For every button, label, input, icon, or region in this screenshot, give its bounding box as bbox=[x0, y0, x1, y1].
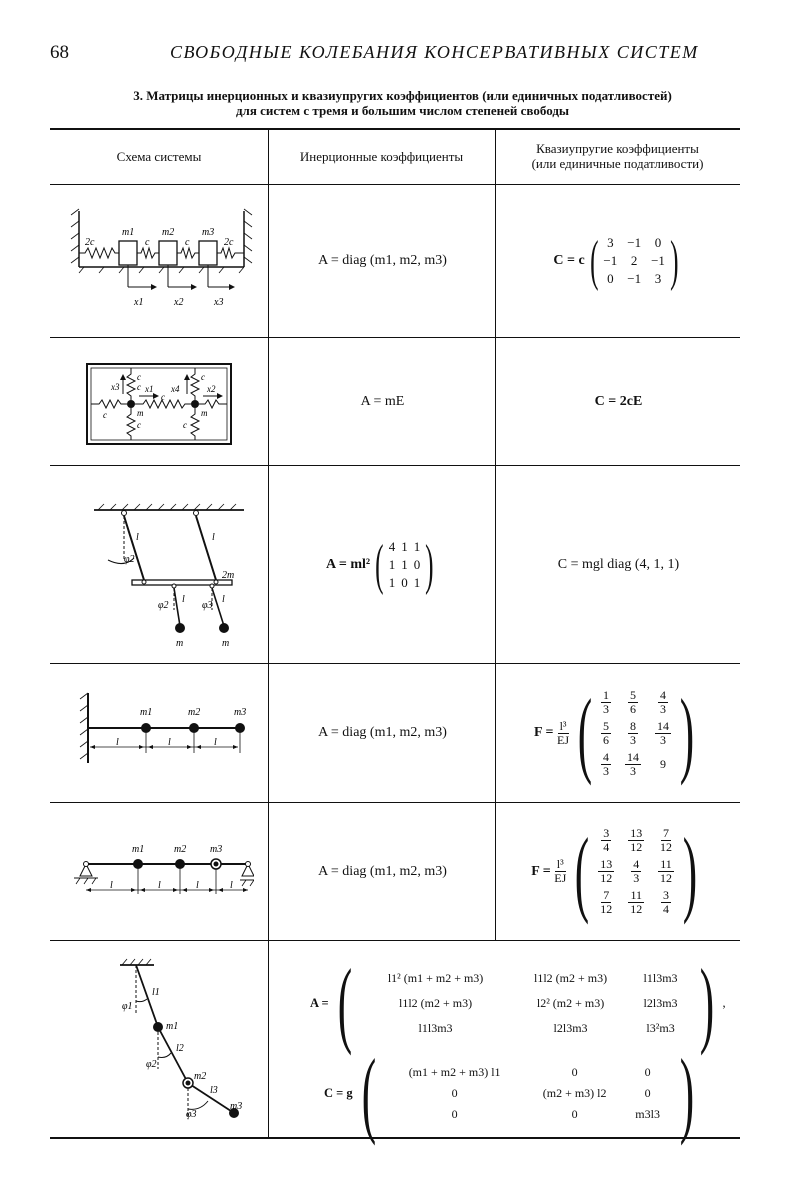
scheme-label: 2c bbox=[85, 237, 95, 248]
cell-num: 14 bbox=[657, 718, 669, 733]
scheme-label: m2 bbox=[162, 227, 175, 238]
matrix-cell: 0 bbox=[401, 574, 408, 590]
matrix-cell: 1 bbox=[388, 556, 396, 572]
table-title-line2: для систем с тремя и большим числом степеней свободы bbox=[235, 103, 570, 118]
right-paren: ) bbox=[699, 949, 714, 1056]
cell-den: 4 bbox=[663, 902, 669, 916]
matrix-cell: 1 bbox=[413, 574, 421, 590]
matrix-grid bbox=[601, 689, 671, 778]
cell-num: 11 bbox=[630, 888, 642, 902]
right-paren: ) bbox=[670, 230, 679, 292]
scheme-label: m1 bbox=[140, 707, 153, 718]
scheme-label: c bbox=[137, 419, 141, 430]
elastic-formula bbox=[497, 804, 740, 939]
matrix-cell bbox=[625, 689, 641, 716]
matrix-cell bbox=[658, 827, 674, 854]
cell-den: 3 bbox=[633, 871, 640, 885]
cell-num: 1 bbox=[603, 687, 609, 702]
cell-num: 13 bbox=[630, 826, 643, 840]
left-paren: ( bbox=[577, 679, 593, 786]
matrix-cell: l1l2 (m2 + m3) bbox=[399, 995, 473, 1010]
matrix-cell: 0 bbox=[451, 1106, 458, 1121]
running-title: СВОБОДНЫЕ КОЛЕБАНИЯ КОНСЕРВАТИВНЫХ СИСТЕМ bbox=[170, 42, 699, 62]
matrix-cell: 1 bbox=[401, 556, 408, 572]
matrix-cell: 0 bbox=[644, 1064, 651, 1079]
cell-num: 13 bbox=[600, 857, 613, 871]
left-paren: ( bbox=[575, 817, 590, 925]
matrix bbox=[585, 230, 684, 292]
scheme-label: x3 bbox=[214, 297, 224, 308]
col-header-elastic-line1: Квазиупругие коэффициенты bbox=[536, 141, 699, 156]
matrix-cell: 0 bbox=[571, 1064, 578, 1079]
scheme-label: m bbox=[176, 637, 184, 649]
page-number: 68 bbox=[50, 42, 69, 63]
cell-den: 6 bbox=[630, 701, 636, 716]
cell-num: 5 bbox=[603, 718, 609, 733]
scheme-label: φ2 bbox=[146, 1059, 157, 1070]
matrix-grid bbox=[385, 1065, 671, 1122]
matrix-cell bbox=[625, 720, 641, 747]
scheme-label: m bbox=[222, 637, 230, 649]
matrix-cell bbox=[655, 720, 671, 747]
scheme-two-masses-grid bbox=[50, 339, 268, 464]
elastic-formula bbox=[497, 186, 740, 336]
cell-den: 3 bbox=[630, 732, 636, 747]
scheme-label: c bbox=[201, 371, 205, 382]
inertial-formula bbox=[270, 467, 495, 662]
factor-denominator: EJ bbox=[557, 732, 570, 747]
scheme-label: l bbox=[158, 879, 161, 891]
scheme-label: l bbox=[214, 737, 217, 748]
row-divider bbox=[50, 802, 740, 803]
scheme-label: m1 bbox=[132, 843, 145, 855]
matrix bbox=[353, 1039, 703, 1146]
right-paren: ) bbox=[682, 817, 697, 925]
matrix-cell: (m2 + m3) l2 bbox=[542, 1085, 607, 1100]
matrix-cell: 0 bbox=[451, 1085, 458, 1100]
cell-num: 8 bbox=[630, 718, 636, 733]
cell-num: 4 bbox=[633, 857, 640, 871]
scheme-label: l bbox=[196, 879, 199, 891]
scheme-label: φ3 bbox=[202, 599, 213, 611]
matrix-cell bbox=[598, 827, 614, 854]
scheme-label: x4 bbox=[171, 383, 180, 394]
cell-num: 3 bbox=[603, 826, 610, 840]
factor-denominator: EJ bbox=[554, 871, 567, 885]
scheme-label: m2 bbox=[188, 707, 201, 718]
matrix bbox=[566, 817, 706, 925]
scheme-label: 2c bbox=[224, 237, 234, 248]
C-matrix-block bbox=[324, 1039, 703, 1146]
scheme-label: m bbox=[201, 407, 208, 418]
scheme-label: l bbox=[168, 737, 171, 748]
cell-den: 3 bbox=[603, 701, 609, 716]
matrix-cell: 0 bbox=[607, 271, 614, 286]
matrix-cell: 4 bbox=[388, 538, 396, 554]
cell-den: 12 bbox=[600, 902, 613, 916]
table-title bbox=[40, 88, 765, 118]
matrix-cell bbox=[658, 858, 674, 885]
matrix-grid bbox=[598, 827, 674, 916]
cell-den: 4 bbox=[603, 840, 610, 854]
table-title-line1: 3. Матрицы инерционных и квазиупругих коэффициентов (или единичных податливостей) bbox=[133, 88, 672, 103]
scheme-label: x2 bbox=[207, 383, 216, 394]
scheme-label: x3 bbox=[111, 381, 120, 392]
matrix-cell: 1 bbox=[388, 574, 396, 590]
cell-den: 3 bbox=[630, 763, 636, 778]
matrix-cell bbox=[625, 751, 641, 778]
matrix-cell: −1 bbox=[627, 271, 642, 286]
cell-num: 4 bbox=[603, 749, 609, 764]
scheme-label: m2 bbox=[174, 843, 187, 855]
matrix bbox=[329, 949, 723, 1056]
inertial-formula: A = mE bbox=[360, 393, 405, 409]
scheme-label: x2 bbox=[174, 297, 184, 308]
matrix-cell: l2l3m3 bbox=[553, 1020, 588, 1035]
formula-prefix: C = c bbox=[553, 253, 585, 268]
formula-suffix: , bbox=[722, 995, 726, 1010]
scheme-label: c bbox=[183, 419, 187, 430]
matrix-cell: l1l2 (m2 + m3) bbox=[534, 970, 608, 985]
scheme-label: c bbox=[185, 237, 190, 248]
scheme-label: c bbox=[137, 381, 141, 392]
formula-prefix: A = bbox=[310, 995, 329, 1010]
scheme-cantilever-beam bbox=[50, 665, 268, 801]
scheme-triple-pendulum bbox=[50, 942, 268, 1136]
combined-formulas bbox=[268, 945, 748, 1146]
matrix-cell: 0 bbox=[654, 235, 662, 250]
matrix-cell bbox=[601, 720, 611, 747]
scheme-label: l bbox=[182, 593, 185, 605]
factor-numerator: l³ bbox=[556, 857, 564, 871]
scheme-pendulums-bar bbox=[50, 467, 268, 662]
col-header-scheme: Схема системы bbox=[116, 148, 202, 164]
col-header-inertial: Инерционные коэффициенты bbox=[299, 148, 464, 164]
matrix-grid bbox=[389, 539, 421, 591]
scheme-label: l1 bbox=[152, 987, 160, 998]
inertial-formula: A = diag (m1, m2, m3) bbox=[318, 253, 447, 268]
scheme-label: x1 bbox=[145, 383, 154, 394]
cell-num: 11 bbox=[660, 857, 672, 871]
matrix-cell: 0 bbox=[571, 1106, 578, 1121]
scheme-label: m3 bbox=[210, 843, 223, 855]
header-rule bbox=[50, 184, 740, 185]
cell-den: 3 bbox=[603, 763, 609, 778]
scheme-label: l bbox=[230, 879, 233, 891]
matrix-cell: −1 bbox=[603, 253, 618, 268]
inertial-formula: A = diag (m1, m2, m3) bbox=[318, 863, 447, 879]
col-header-elastic-line2: (или единичные податливости) bbox=[531, 156, 704, 171]
cell-den: 3 bbox=[660, 701, 666, 716]
cell-num: 3 bbox=[663, 888, 669, 902]
matrix-cell bbox=[598, 858, 614, 885]
scheme-label: m3 bbox=[230, 1101, 243, 1112]
scheme-label: 2m bbox=[222, 569, 235, 581]
left-paren: ( bbox=[589, 230, 599, 292]
matrix-cell: (m1 + m2 + m3) l1 bbox=[408, 1064, 501, 1079]
scheme-label: l3 bbox=[210, 1085, 218, 1096]
matrix-cell bbox=[658, 889, 674, 916]
matrix-cell: −1 bbox=[651, 253, 665, 268]
cell-num: 7 bbox=[663, 826, 669, 840]
matrix-cell bbox=[628, 827, 644, 854]
formula-prefix: C = g bbox=[324, 1085, 353, 1100]
cell-den: 12 bbox=[660, 871, 672, 885]
right-paren: ) bbox=[679, 1039, 694, 1146]
matrix-cell bbox=[598, 889, 614, 916]
scheme-label: φ2 bbox=[124, 553, 135, 565]
matrix-cell: 0 bbox=[644, 1085, 651, 1100]
cell-num: 5 bbox=[630, 687, 636, 702]
matrix-cell: −1 bbox=[627, 235, 642, 250]
formula-factor bbox=[554, 858, 566, 885]
elastic-formula bbox=[497, 665, 740, 801]
scheme-three-masses-springs bbox=[50, 186, 268, 336]
left-paren: ( bbox=[337, 949, 352, 1056]
scheme-label: l bbox=[222, 593, 225, 605]
matrix-cell: l3²m3 bbox=[646, 1020, 675, 1035]
matrix bbox=[569, 679, 703, 786]
inertial-formula: A = diag (m1, m2, m3) bbox=[318, 725, 447, 740]
matrix bbox=[370, 533, 439, 596]
scheme-label: l bbox=[110, 879, 113, 891]
matrix-cell: l1² (m1 + m2 + m3) bbox=[387, 970, 484, 985]
A-matrix-block bbox=[310, 949, 726, 1056]
cell-den: 12 bbox=[600, 871, 613, 885]
column-divider bbox=[268, 128, 269, 940]
scheme-label: c bbox=[161, 391, 165, 402]
scheme-label: l bbox=[212, 531, 215, 543]
matrix-cell bbox=[628, 858, 644, 885]
right-paren: ) bbox=[425, 533, 434, 596]
row-divider bbox=[50, 465, 740, 466]
formula-prefix: F = bbox=[534, 725, 554, 740]
scheme-label: φ1 bbox=[122, 1001, 133, 1012]
matrix-grid bbox=[361, 971, 691, 1036]
matrix-cell: l2l3m3 bbox=[643, 995, 678, 1010]
cell-den: 6 bbox=[603, 732, 609, 747]
scheme-label: m2 bbox=[194, 1071, 207, 1082]
scheme-label: c bbox=[103, 409, 107, 420]
matrix-cell: 3 bbox=[607, 235, 614, 250]
scheme-label: l bbox=[136, 531, 139, 543]
matrix-cell: l2² (m2 + m3) bbox=[536, 995, 605, 1010]
scheme-label: x1 bbox=[134, 297, 144, 308]
cell-num: 7 bbox=[603, 888, 610, 902]
matrix-cell bbox=[601, 751, 611, 778]
row-divider bbox=[50, 663, 740, 664]
matrix-cell: l1l3m3 bbox=[643, 970, 678, 985]
scheme-label: m1 bbox=[122, 227, 135, 238]
col-header-elastic bbox=[495, 128, 740, 184]
matrix-cell: l1l3m3 bbox=[418, 1020, 453, 1035]
scheme-simply-supported-beam bbox=[50, 804, 268, 939]
scheme-label: φ2 bbox=[158, 599, 169, 611]
left-paren: ( bbox=[361, 1039, 376, 1146]
cell-den: 3 bbox=[660, 732, 666, 747]
matrix-cell: 0 bbox=[413, 556, 421, 572]
right-paren: ) bbox=[679, 679, 695, 786]
row-divider bbox=[50, 337, 740, 338]
scheme-label: c bbox=[145, 237, 150, 248]
left-paren: ( bbox=[375, 533, 384, 596]
scheme-label: l bbox=[116, 737, 119, 748]
scheme-label: c bbox=[137, 371, 141, 382]
scheme-label: l2 bbox=[176, 1043, 184, 1054]
elastic-formula: C = 2cE bbox=[594, 393, 643, 409]
matrix-cell: 1 bbox=[401, 538, 408, 554]
matrix-cell: 2 bbox=[630, 253, 638, 268]
elastic-formula: C = mgl diag (4, 1, 1) bbox=[557, 556, 680, 572]
cell-num: 14 bbox=[627, 749, 639, 764]
cell-den: 12 bbox=[630, 902, 643, 916]
matrix-cell bbox=[601, 689, 611, 716]
row-divider bbox=[50, 940, 740, 941]
formula-prefix: F = bbox=[531, 863, 551, 879]
matrix-cell: m3l3 bbox=[635, 1106, 660, 1121]
cell-den: 12 bbox=[630, 840, 643, 854]
matrix-grid bbox=[603, 235, 665, 287]
matrix-cell bbox=[628, 889, 644, 916]
scheme-label: φ3 bbox=[186, 1109, 197, 1120]
scheme-label: m bbox=[137, 407, 144, 418]
matrix-cell: 1 bbox=[413, 538, 421, 554]
column-divider bbox=[495, 128, 496, 940]
matrix-cell: 3 bbox=[654, 271, 662, 286]
matrix-cell: 9 bbox=[660, 756, 666, 771]
formula-factor bbox=[557, 720, 569, 747]
scheme-label: m3 bbox=[234, 707, 247, 718]
cell-den: 12 bbox=[660, 840, 672, 854]
formula-prefix: A = ml² bbox=[326, 556, 371, 572]
matrix-cell bbox=[655, 689, 671, 716]
cell-num: 4 bbox=[660, 687, 666, 702]
factor-numerator: l³ bbox=[559, 718, 567, 733]
scheme-label: m1 bbox=[166, 1021, 179, 1032]
scheme-label: m3 bbox=[202, 227, 215, 238]
